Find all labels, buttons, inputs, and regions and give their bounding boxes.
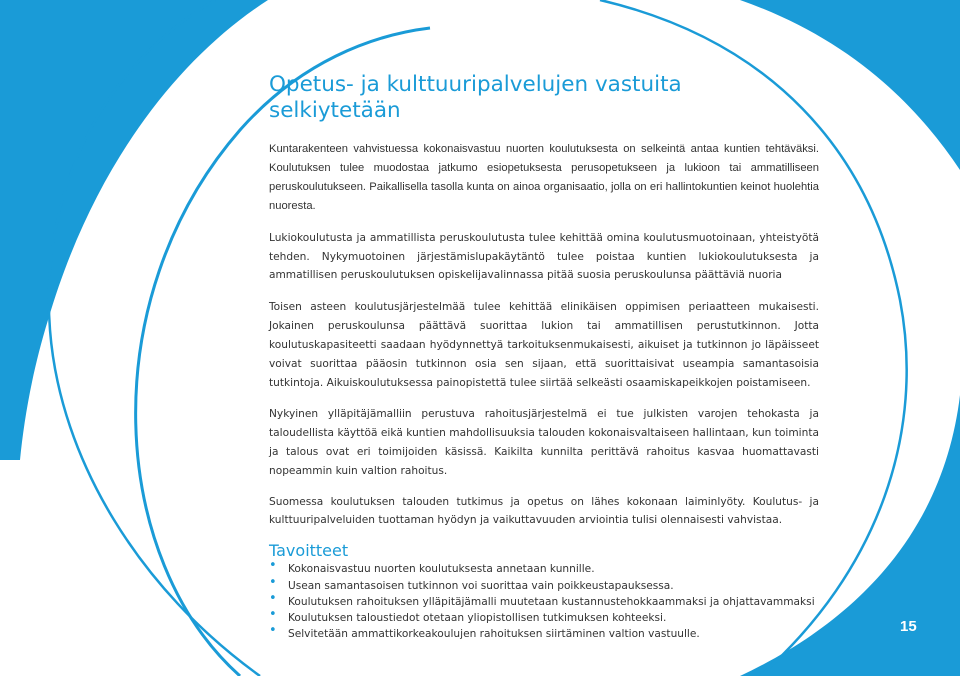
paragraph-2: Lukiokoulutusta ja ammatillista peruskoulutusta tulee kehittää omina koulutusmuotoinaan, yhteistyötä tehden. Nykymuotoinen järjestämislupakäytäntö tulee poistaa kuntien lukiokoulutuksesta ja ammatillisen peruskoulutuksen opiskelijavalinnassa pitää suosia peruskoulunsa päättäviä nuoria <box>269 231 819 282</box>
paragraph-1: Kuntarakenteen vahvistuessa kokonaisvastuu nuorten koulutuksesta on selkeintä antaa kuntien tehtäväksi. Koulutuksen tulee muodostaa jatkumo esiopetuksesta perusopetukseen ja lukioon tai ammatilliseen peruskoulutukseen. Paikallisella tasolla kunta on ainoa organisaatio, jolla on eri hallintokuntien keinot huolehtia nuoresta. <box>269 143 819 212</box>
goal-item: • Koulutuksen rahoituksen ylläpitäjämalli muutetaan kustannustehokkaammaksi ja ohjattavammaksi <box>269 594 819 610</box>
article-content <box>269 72 819 642</box>
page-number: 15 <box>900 618 917 635</box>
paragraph-5: Suomessa koulutuksen talouden tutkimus ja opetus on lähes kokonaan laiminlyöty. Koulutus- ja kulttuuripalveluiden tuottaman hyödyn ja vaikuttavuuden arviointia tulisi olennaisesti vahvistaa. <box>269 495 819 527</box>
goal-item: • Selvitetään ammattikorkeakoulujen rahoituksen siirtäminen valtion vastuulle. <box>269 626 819 642</box>
goal-item: • Koulutuksen taloustiedot otetaan yliopistollisen tutkimuksen kohteeksi. <box>269 610 819 626</box>
goal-item: • Usean samantasoisen tutkinnon voi suorittaa vain poikkeustapauksessa. <box>269 578 819 594</box>
goal-item: • Kokonaisvastuu nuorten koulutuksesta annetaan kunnille. <box>269 561 819 577</box>
page-title: Opetus- ja kulttuuripalvelujen vastuita selkiytetään <box>269 72 682 123</box>
goals-heading: Tavoitteet <box>269 541 349 561</box>
goals-list <box>269 561 819 642</box>
paragraph-4: Nykyinen ylläpitäjämalliin perustuva rahoitusjärjestelmä ei tue julkisten varojen tehokasta ja taloudellista käyttöä eikä kuntien mahdollisuuksia talouden kokonaisvaltaiseen hallintaan, kun toiminta ja talous ovat eri toimijoiden käsissä. Kaikilta kunnilta perittävä rahoitus kasvaa huomattavasti nopeammin kuin valtion rahoitus. <box>269 407 819 477</box>
paragraph-3: Toisen asteen koulutusjärjestelmää tulee kehittää elinikäisen oppimisen periaatteen mukaisesti. Jokainen peruskoulunsa päättävä suorittaa lukion tai ammatillisen perustutkinnon. Jotta koulutuskapasiteetti saadaan hyödynnettyä tarkoituksenmukaisesti, aikuiset ja tutkinnon jo läpäisseet voivat suorittaa pääosin tutkinnon osia sen sijaan, että suorittaisivat useampia samantasoisia tutkintoja. Aikuiskoulutuksessa painopistettä tulee siirtää selkeästi osaamiskapeikkojen poistamiseen. <box>269 301 819 389</box>
